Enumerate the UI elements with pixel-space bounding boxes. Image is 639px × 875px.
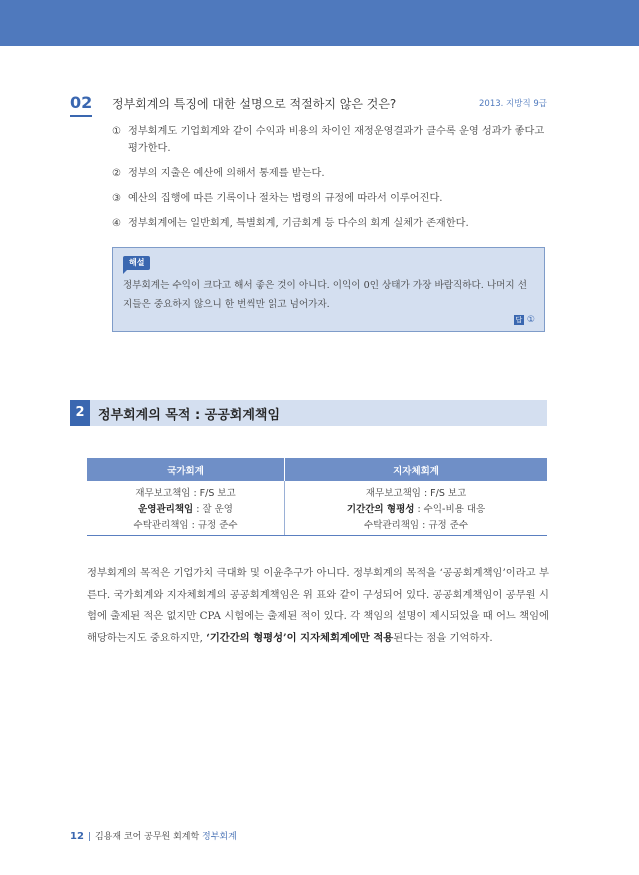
- footer-separator: |: [87, 832, 91, 842]
- question-text: 정부회계의 특징에 대한 설명으로 적절하지 않은 것은?: [112, 97, 397, 111]
- cell-rest: : 수익-비용 대응: [414, 504, 486, 515]
- option-number: ②: [112, 168, 122, 179]
- option-list: [112, 123, 552, 240]
- option-3: [112, 190, 552, 207]
- option-4: [112, 215, 552, 232]
- cell-rest: : 잘 운영: [193, 504, 233, 515]
- answer: [514, 315, 535, 325]
- table-cell: [285, 500, 547, 516]
- table-row: [87, 516, 547, 536]
- option-text: 예산의 집행에 따른 기록이나 절차는 법령의 규정에 따라서 이루어진다.: [128, 193, 443, 204]
- question-number-underline: [70, 115, 92, 117]
- table-header-local: 지자체회계: [285, 458, 547, 481]
- option-number: ③: [112, 193, 122, 204]
- explanation-tag: 해설: [123, 256, 150, 270]
- option-text: 정부회계도 기업회계와 같이 수익과 비용의 차이인 재정운영결과가 클수록 운영 성과가 좋다고 평가한다.: [128, 126, 545, 154]
- body-text: 된다는 점을 기억하자.: [393, 631, 493, 644]
- tag-tail-icon: [123, 270, 127, 274]
- body-text: 정부회계의 목적은 기업가치 극대화 및 이윤추구가 아니다. 정부회계의 목적을 ‘공공회계책임’이라고 부른다. 국가회계와 지자체회계의 공공회계책임은 위 표와 같이 구성되어 있다. 공공회계책임이 공무원 시험에 출제된 적은 없지만 CPA 시험에는 출제된 적이 있다. 각 책임의 설명이 제시되었을 때 어느 책임에 해당하는지도 중요하지만,: [87, 567, 549, 644]
- comparison-table: [87, 458, 547, 536]
- answer-value: ①: [526, 315, 535, 325]
- cell-bold: 운영관리책임: [138, 504, 194, 515]
- page-footer: [70, 829, 237, 842]
- book-title: 김용재 코어 공무원 회계학: [94, 832, 203, 842]
- option-number: ④: [112, 218, 122, 229]
- section-title: 정부회계의 목적 : 공공회계책임: [98, 408, 281, 423]
- option-2: [112, 165, 552, 182]
- body-paragraph: [87, 563, 549, 649]
- header-bar: [0, 0, 639, 46]
- answer-icon: 답: [515, 316, 523, 324]
- section-number: 2: [70, 400, 90, 426]
- body-emphasis: ‘기간간의 형평성’이 지자체회계에만 적용: [206, 631, 394, 644]
- question-source: 2013. 지방직 9급: [479, 99, 547, 109]
- page-number: 12: [70, 831, 84, 842]
- table-cell: 수탁관리책임 : 규정 준수: [285, 516, 547, 536]
- table-cell: [87, 500, 285, 516]
- table-cell: 수탁관리책임 : 규정 준수: [87, 516, 285, 536]
- table-row: [87, 500, 547, 516]
- option-text: 정부회계에는 일반회계, 특별회계, 기금회계 등 다수의 회계 실체가 존재한다.: [128, 218, 469, 229]
- table-header-national: 국가회계: [87, 458, 285, 481]
- option-1: [112, 123, 552, 157]
- explanation-text: 정부회계는 수익이 크다고 해서 좋은 것이 아니다. 이익이 0인 상태가 가장 바람직하다. 나머지 선지들은 중요하지 않으니 한 번씩만 읽고 넘어가자.: [123, 280, 528, 310]
- section-header: [70, 400, 547, 426]
- table-row: [87, 481, 547, 500]
- table-cell: 재무보고책임 : F/S 보고: [135, 488, 236, 499]
- subject-title: 정부회계: [202, 832, 237, 842]
- option-number: ①: [112, 126, 122, 137]
- table-cell: 재무보고책임 : F/S 보고: [285, 481, 547, 500]
- option-text: 정부의 지출은 예산에 의해서 통제를 받는다.: [128, 168, 325, 179]
- cell-bold: 기간간의 형평성: [346, 504, 415, 515]
- explanation-box: [112, 247, 545, 332]
- question-number: 02: [70, 93, 93, 112]
- table-header-row: [87, 458, 547, 481]
